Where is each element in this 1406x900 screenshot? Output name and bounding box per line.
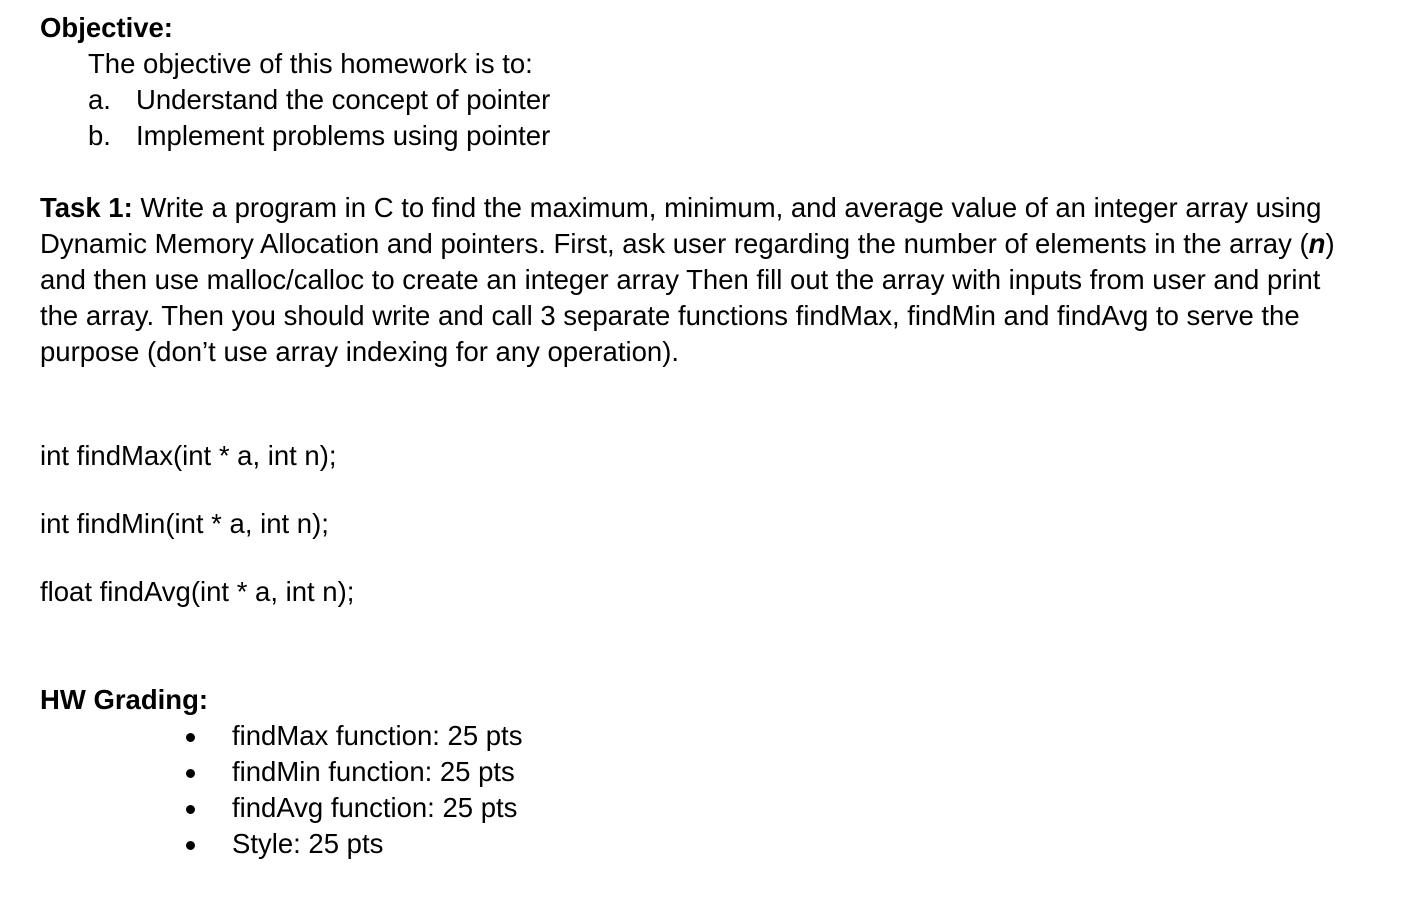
grading-item-text: Style: 25 pts: [232, 828, 384, 859]
document-page: [40, 10, 1390, 862]
objective-list: [40, 82, 1390, 154]
objective-item-text: Implement problems using pointer: [136, 120, 551, 151]
grading-item: [40, 826, 1390, 862]
list-marker: a.: [88, 84, 111, 115]
grading-item-text: findAvg function: 25 pts: [232, 792, 518, 823]
function-signatures: [40, 438, 1390, 610]
grading-heading: HW Grading:: [40, 684, 209, 715]
list-marker: b.: [88, 120, 111, 151]
objective-item-text: Understand the concept of pointer: [136, 84, 551, 115]
objective-item: [40, 118, 1390, 154]
grading-section: [40, 682, 1390, 862]
grading-item: [40, 790, 1390, 826]
bullet-icon: [186, 841, 195, 850]
objective-intro: The objective of this homework is to:: [88, 48, 533, 79]
bullet-icon: [186, 769, 195, 778]
objective-item: [40, 82, 1390, 118]
signature-find-avg: float findAvg(int * a, int n);: [40, 576, 355, 607]
bullet-icon: [186, 805, 195, 814]
objective-section: [40, 10, 1390, 154]
task-1-label: Task 1:: [40, 192, 133, 223]
task-1-variable: n: [1308, 228, 1326, 259]
objective-heading: Objective:: [40, 12, 173, 43]
grading-list: [40, 718, 1390, 862]
task-1-text-end: ) and then use malloc/calloc to create an integer array Then fill out the array with inputs from user and print the array. Then you should write and call 3 separate functions findMax, findMin and findAvg to serve the purpose (don’t use array indexing for any operation).: [40, 228, 1335, 367]
grading-item-text: findMin function: 25 pts: [232, 756, 515, 787]
grading-item: [40, 718, 1390, 754]
signature-find-max: int findMax(int * a, int n);: [40, 440, 337, 471]
task-1-text-start: Write a program in C to find the maximum, minimum, and average value of an integer array using Dynamic Memory Allocation and pointers. First, ask user regarding the number of elements in the array (: [40, 192, 1322, 259]
grading-item: [40, 754, 1390, 790]
signature-find-min: int findMin(int * a, int n);: [40, 508, 329, 539]
bullet-icon: [186, 733, 195, 742]
grading-item-text: findMax function: 25 pts: [232, 720, 523, 751]
task-1-paragraph: [40, 190, 1340, 370]
